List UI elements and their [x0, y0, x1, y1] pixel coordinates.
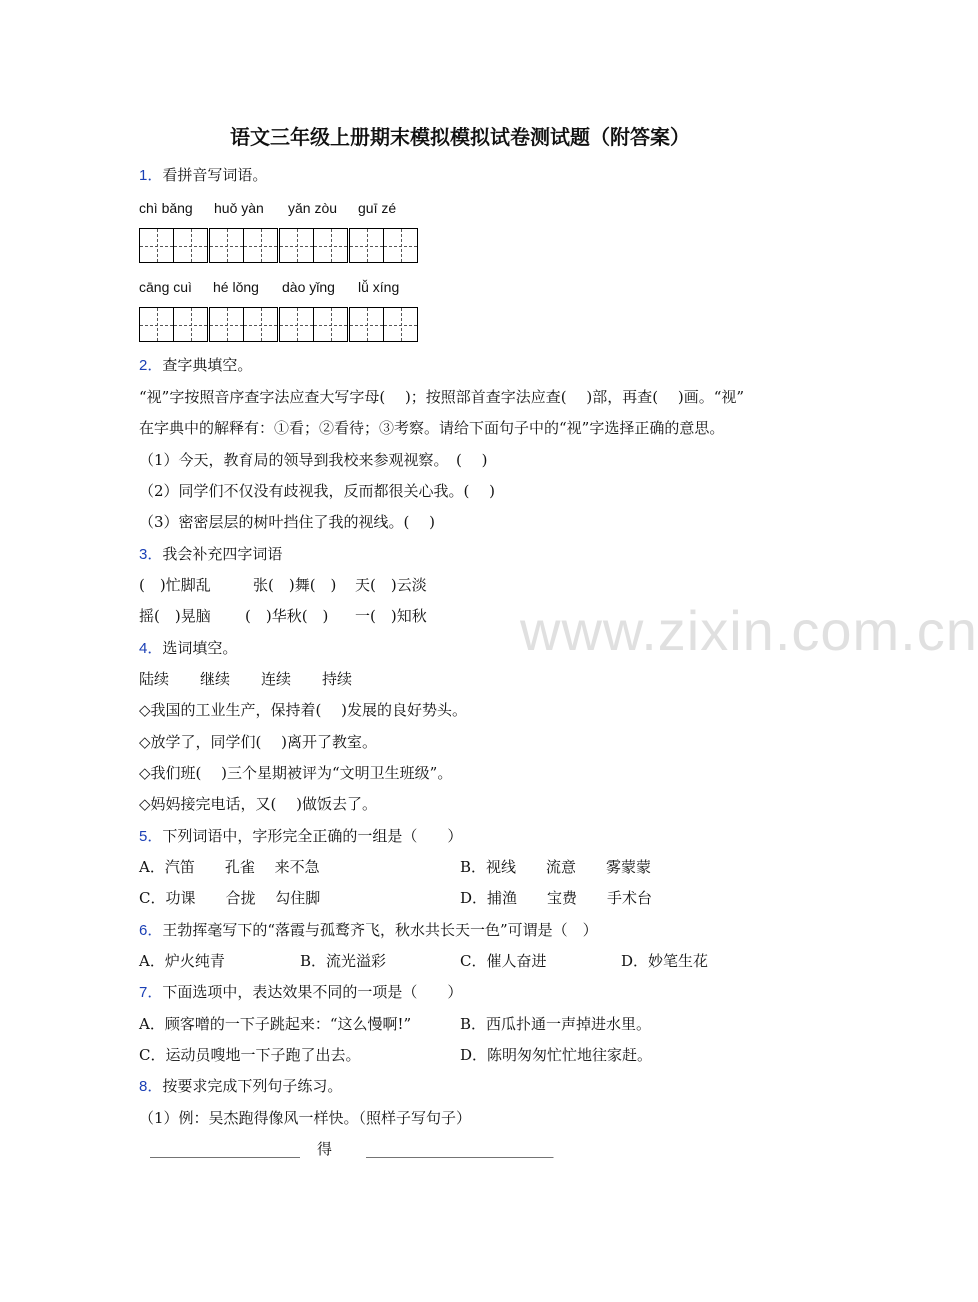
q5-option-c: C．功课 合拢 勾住脚 [139, 889, 321, 907]
idiom-1: ( )忙脚乱 [139, 576, 211, 594]
q2-line-1: “视”字按照音序查字法应查大写字母( )；按照部首查字法应查( )部，再查( )画。“视” [139, 388, 745, 406]
question-text: 按要求完成下列句子练习。 [162, 1077, 343, 1095]
question-text: 看拼音写词语。 [162, 166, 268, 184]
pinyin-2: huǒ yàn [214, 200, 264, 216]
pinyin-4: guī zé [358, 200, 397, 216]
pinyin-5: cāng cuì [139, 279, 192, 295]
question-6 [139, 920, 598, 941]
word-choice-3: 连续 [261, 670, 292, 688]
writing-cell[interactable] [313, 307, 348, 342]
question-text: 下列词语中，字形完全正确的一组是（ ） [162, 827, 463, 845]
writing-cell[interactable] [173, 307, 208, 342]
question-text: 下面选项中，表达效果不同的一项是（ ） [162, 983, 463, 1001]
q4-sentence-3: ◇我们班( )三个星期被评为“文明卫生班级”。 [139, 764, 453, 782]
answer-blank-right[interactable]: _________________________ [366, 1140, 554, 1158]
q4-sentence-1: ◇我国的工业生产，保持着( )发展的良好势头。 [139, 701, 468, 719]
writing-cell[interactable] [349, 307, 384, 342]
writing-cell[interactable] [209, 307, 244, 342]
q4-sentence-2: ◇放学了，同学们( )离开了教室。 [139, 733, 378, 751]
writing-cell[interactable] [349, 228, 384, 263]
writing-cell[interactable] [243, 307, 278, 342]
question-number: 6． [139, 922, 163, 939]
question-text: 我会补充四字词语 [162, 545, 283, 563]
writing-cell[interactable] [243, 228, 278, 263]
question-number: 4． [139, 640, 163, 657]
q2-line-2: 在字典中的解释有：①看；②看待；③考察。请给下面句子中的“视”字选择正确的意思。 [139, 419, 725, 437]
pinyin-7: dào yǐng [282, 279, 335, 295]
q7-option-c: C．运动员嗖地一下子跑了出去。 [139, 1046, 361, 1064]
q5-option-d: D．捕渔 宝费 手术台 [460, 889, 653, 907]
question-number: 2． [139, 357, 163, 374]
q6-option-a: A．炉火纯青 [139, 952, 225, 970]
pinyin-8: lǚ xíng [358, 279, 400, 295]
idiom-6: 一( )知秋 [355, 607, 427, 625]
q7-option-d: D．陈明匆匆忙忙地往家赶。 [460, 1046, 653, 1064]
q5-option-b: B．视线 流意 雾蒙蒙 [460, 858, 652, 876]
pinyin-1: chì bǎng [139, 200, 193, 216]
question-number: 5． [139, 828, 163, 845]
question-2 [139, 355, 252, 376]
question-text: 查字典填空。 [162, 356, 253, 374]
watermark: www.zixin.com.cn [520, 599, 978, 662]
writing-cell[interactable] [383, 228, 418, 263]
question-number: 8． [139, 1078, 163, 1095]
writing-cell[interactable] [209, 228, 244, 263]
question-8 [139, 1076, 342, 1097]
pinyin-6: hé lǒng [213, 279, 259, 295]
word-choice-2: 继续 [200, 670, 231, 688]
word-choice-1: 陆续 [139, 670, 170, 688]
question-number: 1． [139, 167, 163, 184]
question-7 [139, 982, 462, 1003]
writing-grid-row-2 [139, 307, 419, 342]
idiom-2: 张( )舞( ) [253, 576, 337, 594]
question-number: 3． [139, 546, 163, 563]
q6-option-d: D．妙笔生花 [621, 952, 709, 970]
q5-option-a: A．汽笛 孔雀 来不急 [139, 858, 320, 876]
q2-sentence-2: （2）同学们不仅没有歧视我，反而都很关心我。( ) [139, 482, 496, 500]
q2-sentence-3: （3）密密层层的树叶挡住了我的视线。( ) [139, 513, 436, 531]
question-4 [139, 638, 237, 659]
question-number: 7． [139, 984, 163, 1001]
writing-grid-row-1 [139, 228, 419, 263]
writing-cell[interactable] [383, 307, 418, 342]
q7-option-a: A．顾客噌的一下子跳起来：“这么慢啊!” [139, 1015, 412, 1033]
q7-option-b: B．西瓜扑通一声掉进水里。 [460, 1015, 652, 1033]
q8-de-char: 得 [317, 1140, 333, 1158]
writing-cell[interactable] [139, 307, 174, 342]
idiom-5: ( )华秋( ) [245, 607, 329, 625]
pinyin-3: yǎn zòu [288, 200, 338, 216]
idiom-4: 摇( )晃脑 [139, 607, 211, 625]
word-choice-4: 持续 [322, 670, 353, 688]
answer-blank-left[interactable]: ____________________ [150, 1140, 300, 1158]
q6-option-b: B．流光溢彩 [300, 952, 387, 970]
writing-cell[interactable] [139, 228, 174, 263]
question-3 [139, 544, 282, 565]
q8-sentence-1: （1）例：吴杰跑得像风一样快。（照样子写句子） [139, 1109, 472, 1127]
q2-sentence-1: （1）今天，教育局的领导到我校来参观视察。 ( ) [139, 451, 488, 469]
q6-option-c: C．催人奋进 [460, 952, 547, 970]
writing-cell[interactable] [173, 228, 208, 263]
question-text: 选词填空。 [162, 639, 238, 657]
writing-cell[interactable] [313, 228, 348, 263]
question-text: 王勃挥毫写下的“落霞与孤鹜齐飞，秋水共长天一色”可谓是（ ） [162, 921, 598, 939]
question-5 [139, 826, 462, 847]
question-1 [139, 165, 267, 186]
idiom-3: 天( )云淡 [355, 576, 427, 594]
writing-cell[interactable] [279, 228, 314, 263]
q4-sentence-4: ◇妈妈接完电话，又( )做饭去了。 [139, 795, 378, 813]
writing-cell[interactable] [279, 307, 314, 342]
page-title: 语文三年级上册期末模拟模拟试卷测试题（附答案） [230, 125, 690, 149]
